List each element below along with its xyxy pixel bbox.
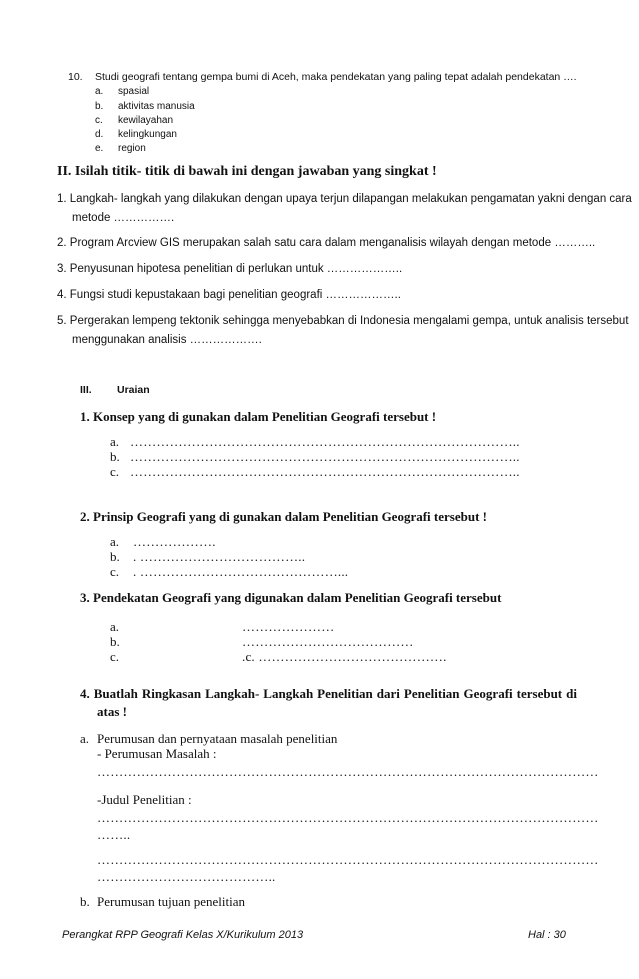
q2-answer-letter: b. [110, 549, 120, 564]
extra-blank-line: …………………………………………………………………………………………………… [97, 852, 599, 867]
q10-option-letter: c. [95, 115, 103, 126]
section-iii-title: Uraian [117, 384, 150, 396]
q10-option-text: aktivitas manusia [118, 101, 195, 112]
q2-answer-blank: ………………. [133, 534, 216, 549]
q3-answer-letter: a. [110, 619, 120, 634]
section-iii-numeral: III. [80, 384, 92, 396]
fill-item-3: 3. Penyusunan hipotesa penelitian di perlukan untuk ……………….. [57, 263, 403, 275]
q1-answer-blank: …………………………………………………………………………….. [130, 464, 520, 479]
q3-answer-blank: .c. ……………………………………. [242, 649, 447, 664]
q2-answer-blank: . ……………………………….. [133, 549, 306, 564]
perumusan-masalah-label: - Perumusan Masalah : [97, 746, 217, 761]
q4-part-b-title: Perumusan tujuan penelitian [97, 894, 246, 909]
fill-item-4: 4. Fungsi studi kepustakaan bagi penelitian geografi ……………….. [57, 289, 401, 301]
essay-q3: 3. Pendekatan Geografi yang digunakan dalam Penelitian Geografi tersebut [80, 590, 502, 605]
q1-answer-letter: a. [110, 434, 120, 449]
q10-option-letter: a. [95, 86, 104, 97]
q3-answer-letter: c. [110, 649, 120, 664]
q2-answer-blank: . ………………………………………... [133, 564, 349, 579]
q3-answer-letter: b. [110, 634, 120, 649]
q1-answer-letter: b. [110, 449, 120, 464]
fill-item-5-line2: menggunakan analisis ………………. [72, 334, 262, 346]
fill-item-2: 2. Program Arcview GIS merupakan salah satu cara dalam menganalisis wilayah dengan metode ……….. [57, 237, 596, 249]
extra-blank-tail: ………………………………….. [97, 869, 276, 884]
q10-option-text: region [118, 143, 146, 154]
q4-part-a-title: Perumusan dan pernyataan masalah penelitian [97, 731, 338, 746]
perumusan-masalah-blank: …………………………………………………………………………………………………… [97, 764, 599, 779]
q1-answer-blank: …………………………………………………………………………….. [130, 434, 520, 449]
judul-penelitian-blank: …………………………………………………………………………………………………… [97, 810, 599, 825]
fill-item-1-line2: metode ……………. [72, 212, 175, 224]
judul-penelitian-blank-short: …….. [97, 827, 131, 842]
essay-q4-line1: 4. Buatlah Ringkasan Langkah- Langkah Penelitian dari Penelitian Geografi tersebut di [80, 686, 577, 701]
essay-q2: 2. Prinsip Geografi yang di gunakan dalam Penelitian Geografi tersebut ! [80, 509, 487, 524]
essay-q1: 1. Konsep yang di gunakan dalam Penelitian Geografi tersebut ! [80, 409, 437, 424]
q3-answer-blank: ………………… [242, 619, 335, 634]
q10-option-text: kelingkungan [118, 129, 177, 140]
q3-answer-blank: ………………………………… [242, 634, 414, 649]
q10-option-letter: d. [95, 129, 104, 140]
q10-option-text: spasial [118, 86, 150, 97]
q2-answer-letter: c. [110, 564, 120, 579]
q10-option-letter: b. [95, 101, 104, 112]
page-number: Hal : 30 [528, 929, 566, 941]
essay-q4-line2: atas ! [97, 704, 127, 719]
judul-penelitian-label: -Judul Penelitian : [97, 792, 192, 807]
fill-item-1-line1: 1. Langkah- langkah yang dilakukan dengan upaya terjun dilapangan melakukan pengamatan yakni dengan cara [57, 193, 632, 205]
q10-number: 10. [68, 71, 83, 83]
q10-question: Studi geografi tentang gempa bumi di Aceh, maka pendekatan yang paling tepat adalah pendekatan …. [95, 71, 577, 83]
q1-answer-blank: …………………………………………………………………………….. [130, 449, 520, 464]
fill-item-5-line1: 5. Pergerakan lempeng tektonik sehingga menyebabkan di Indonesia mengalami gempa, untuk analisis tersebut [57, 315, 629, 327]
q4-part-a-label: a. [80, 731, 90, 746]
section-ii-heading: II. Isilah titik- titik di bawah ini dengan jawaban yang singkat ! [57, 164, 437, 179]
q10-option-text: kewilayahan [118, 115, 174, 126]
q10-option-letter: e. [95, 143, 104, 154]
q1-answer-letter: c. [110, 464, 120, 479]
q4-part-b-label: b. [80, 894, 90, 909]
q2-answer-letter: a. [110, 534, 120, 549]
footer-title: Perangkat RPP Geografi Kelas X/Kurikulum 2013 [62, 929, 304, 941]
